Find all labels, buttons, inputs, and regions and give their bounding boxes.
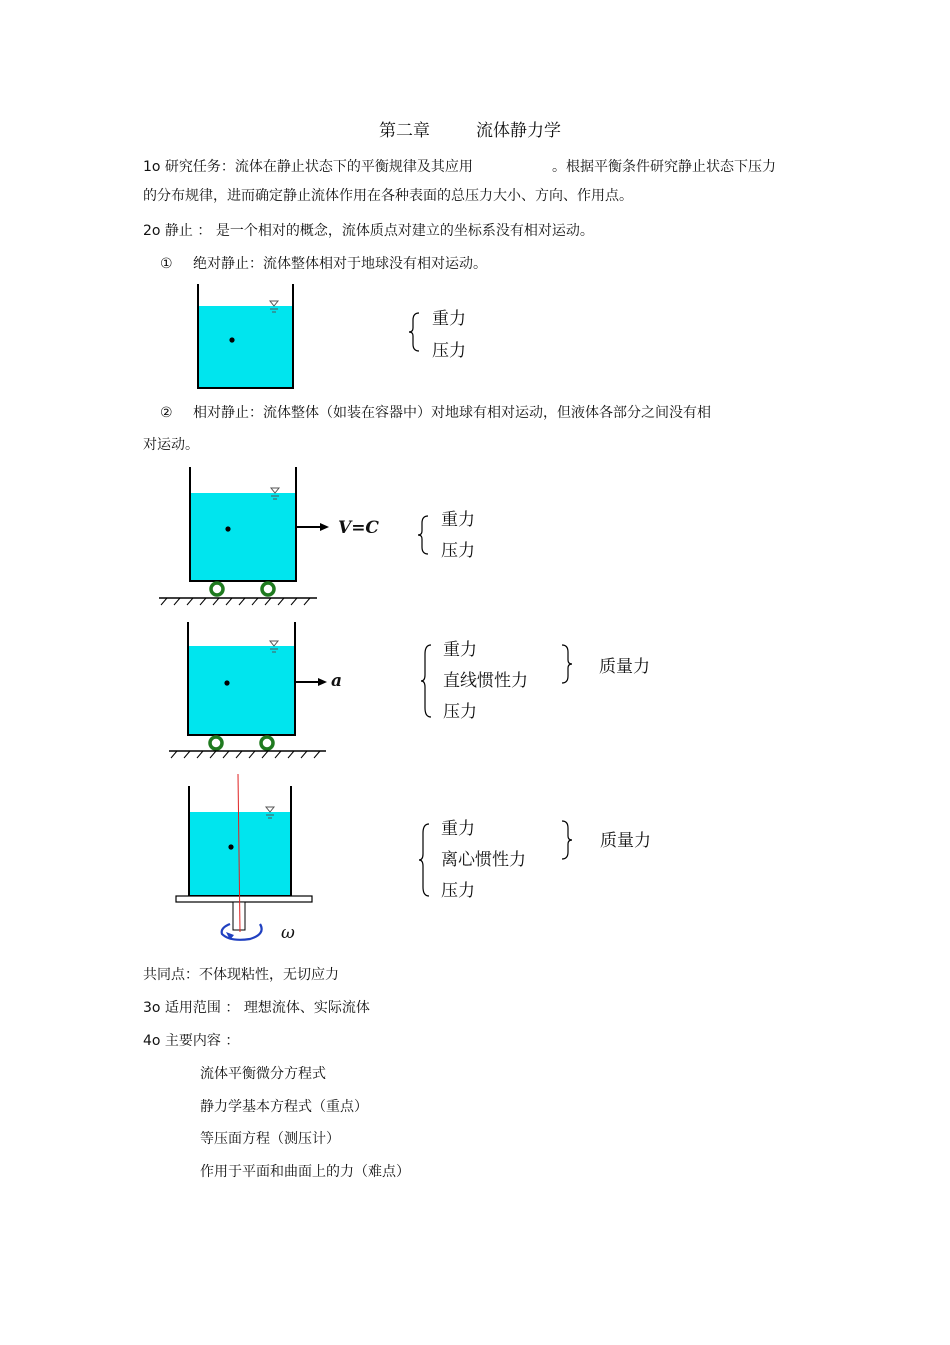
para-task-part3: 的分布规律，进而确定静止流体作用在各种表面的总压力大小、方向、作用点。 — [143, 188, 633, 204]
relative-static-text-2: 对运动。 — [143, 437, 199, 453]
fig3-body-force-group: 质量力 — [599, 657, 650, 677]
contents-item: 作用于平面和曲面上的力（难点） — [200, 1164, 410, 1180]
common-point: 共同点：不体现粘性，无切应力 — [143, 967, 339, 983]
fig3-force-linear-inertia: 直线惯性力 — [443, 671, 528, 691]
figure-accelerating-cart — [155, 620, 375, 765]
fig3-force-pressure: 压力 — [443, 702, 477, 722]
contents-item: 等压面方程（测压计） — [200, 1131, 340, 1147]
brace-fig4-left — [417, 823, 431, 897]
figure-rotating-container — [170, 772, 330, 947]
para-main-contents: 4o 主要内容 ： — [143, 1033, 240, 1049]
fig4-force-pressure: 压力 — [441, 881, 475, 901]
fig4-force-centrifugal-inertia: 离心惯性力 — [441, 850, 526, 870]
fig4-angular-velocity-label: ω — [281, 923, 295, 943]
para-scope: 3o 适用范围 ： 理想流体、实际流体 — [143, 1000, 370, 1016]
fig4-body-force-group: 质量力 — [600, 831, 651, 851]
fig2-velocity-label: V=C — [338, 518, 379, 538]
brace-fig2 — [416, 515, 430, 555]
contents-item: 流体平衡微分方程式 — [200, 1066, 326, 1082]
figure-absolute-static-tank — [190, 280, 305, 392]
brace-fig1 — [407, 312, 421, 352]
para-static-definition: 2o 静止 ： 是一个相对的概念，流体质点对建立的坐标系没有相对运动。 — [143, 223, 594, 239]
fig4-force-gravity: 重力 — [441, 819, 475, 839]
brace-fig4-right — [560, 820, 574, 860]
relative-static-number: ② — [160, 405, 173, 421]
fig3-force-gravity: 重力 — [443, 640, 477, 660]
fig3-acceleration-label: a — [331, 671, 343, 691]
fig2-force-pressure: 压力 — [441, 541, 475, 561]
para-task-part1: 1o 研究任务：流体在静止状态下的平衡规律及其应用 — [143, 159, 473, 175]
fig1-force-pressure: 压力 — [432, 341, 466, 361]
fig1-force-gravity: 重力 — [432, 309, 466, 329]
contents-item: 静力学基本方程式（重点） — [200, 1099, 368, 1115]
absolute-static-text: 绝对静止：流体整体相对于地球没有相对运动。 — [193, 256, 487, 272]
para-task-part2: 。根据平衡条件研究静止状态下压力 — [552, 159, 776, 175]
fig2-force-gravity: 重力 — [441, 510, 475, 530]
brace-fig3-left — [419, 644, 433, 718]
chapter-title: 流体静力学 — [476, 121, 561, 141]
relative-static-text-1: 相对静止：流体整体（如装在容器中）对地球有相对运动，但液体各部分之间没有相 — [193, 405, 711, 421]
absolute-static-number: ① — [160, 256, 173, 272]
brace-fig3-right — [560, 644, 574, 684]
chapter-number: 第二章 — [379, 121, 430, 141]
